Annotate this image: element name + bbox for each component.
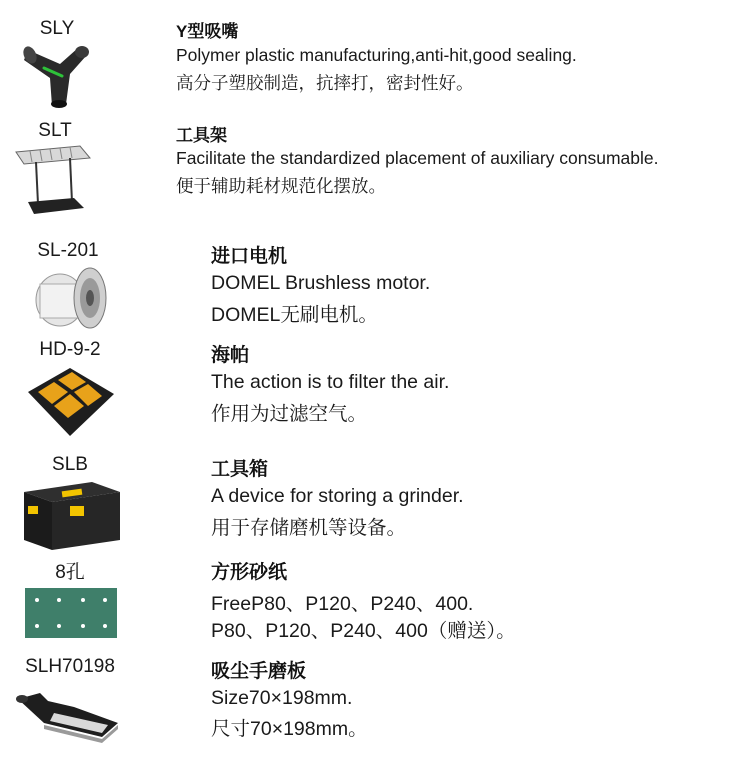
description-en: Facilitate the standardized placement of auxiliary consumable. xyxy=(176,148,659,168)
tool-rack-icon xyxy=(14,142,94,223)
description-zh: P80、P120、P240、400（赠送）。 xyxy=(211,620,516,642)
description-en: Polymer plastic manufacturing,anti-hit,good sealing. xyxy=(176,45,577,65)
sandpaper-icon xyxy=(25,588,117,643)
description-zh: 尺寸70×198mm。 xyxy=(211,718,368,740)
description-en: DOMEL Brushless motor. xyxy=(211,272,431,294)
y-nozzle-icon xyxy=(22,42,102,115)
product-code: SLH70198 xyxy=(25,656,115,677)
description-en: FreeP80、P120、P240、400. xyxy=(211,593,474,615)
product-code: SLT xyxy=(38,120,72,141)
description-zh: 便于辅助耗材规范化摆放。 xyxy=(176,176,386,196)
motor-icon xyxy=(30,264,114,339)
toolbox-icon xyxy=(22,478,122,559)
product-title: 工具箱 xyxy=(211,459,269,480)
product-title: 方形砂纸 xyxy=(211,562,288,583)
description-en: Size70×198mm. xyxy=(211,687,353,709)
description-zh: 用于存储磨机等设备。 xyxy=(211,517,407,539)
description-en: The action is to filter the air. xyxy=(211,371,450,393)
description-zh: 作用为过滤空气。 xyxy=(211,403,368,425)
product-title: 进口电机 xyxy=(211,246,288,267)
product-code: SLB xyxy=(52,454,88,475)
product-title: 海帕 xyxy=(211,345,250,366)
product-code: SL-201 xyxy=(37,240,99,261)
hand-sanding-block-icon xyxy=(14,683,124,750)
hepa-filter-icon xyxy=(24,364,116,445)
product-title: 工具架 xyxy=(176,126,227,145)
description-en: A device for storing a grinder. xyxy=(211,485,464,507)
product-code: 8孔 xyxy=(55,562,85,583)
product-title: 吸尘手磨板 xyxy=(211,661,307,682)
description-zh: DOMEL无刷电机。 xyxy=(211,304,378,326)
product-code: HD-9-2 xyxy=(39,339,101,360)
product-title: Y型吸嘴 xyxy=(176,22,239,41)
product-code: SLY xyxy=(39,18,75,39)
description-zh: 高分子塑胶制造，抗摔打，密封性好。 xyxy=(176,73,474,93)
